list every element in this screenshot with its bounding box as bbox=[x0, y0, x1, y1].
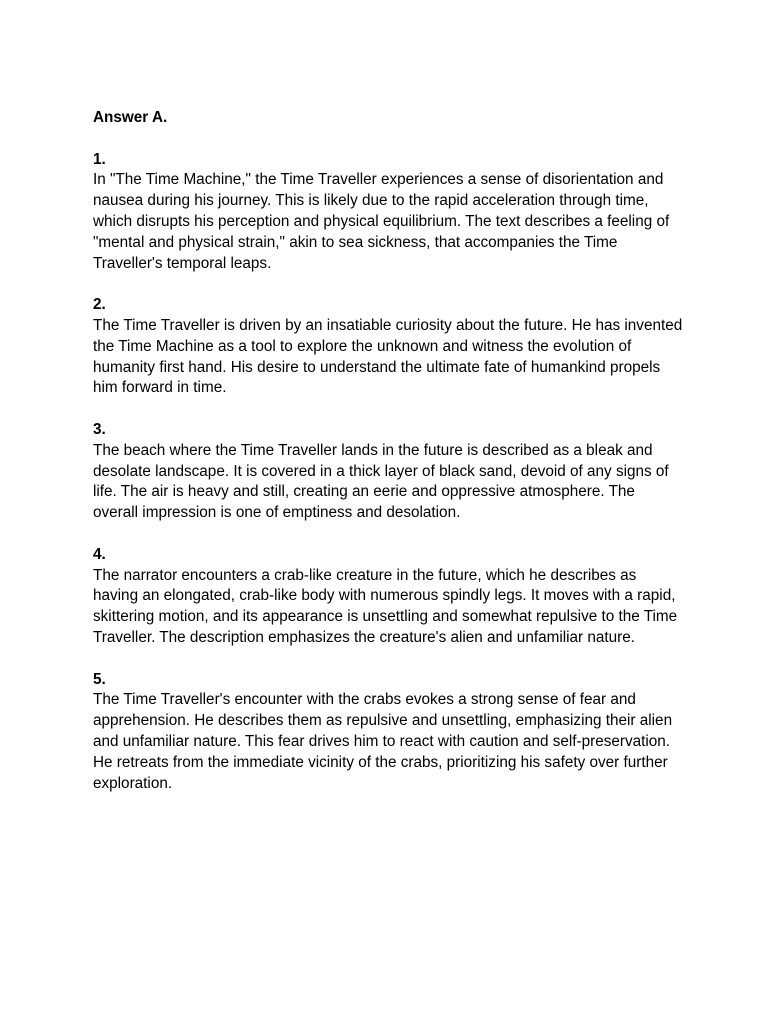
answer-section-4 bbox=[93, 545, 683, 649]
section-text: In "The Time Machine," the Time Traveller experiences a sense of disorientation and nausea during his journey. This is likely due to the rapid acceleration through time, which disrupts his perception and physical equilibrium. The text describes a feeling of "mental and physical strain," akin to sea sickness, that accompanies the Time Traveller's temporal leaps. bbox=[93, 171, 670, 272]
document-title: Answer A. bbox=[93, 109, 168, 126]
answer-section-2 bbox=[93, 295, 683, 399]
section-text: The beach where the Time Traveller lands in the future is described as a bleak and desolate landscape. It is covered in a thick layer of black sand, devoid of any signs of life. The air is heavy and still, creating an eerie and oppressive atmosphere. The overall impression is one of emptiness and desolation. bbox=[93, 441, 669, 522]
section-number: 1. bbox=[93, 150, 106, 168]
section-text: The narrator encounters a crab-like creature in the future, which he describes as having an elongated, crab-like body with numerous spindly legs. It moves with a rapid, skittering motion, and its appearance is unsettling and somewhat repulsive to the Time Traveller. The description emphasizes the creature's alien and unfamiliar nature. bbox=[93, 566, 678, 646]
section-text: The Time Traveller's encounter with the crabs evokes a strong sense of fear and apprehension. He describes them as repulsive and unsettling, emphasizing their alien and unfamiliar nature. This fear drives him to react with caution and self-preservation. He retreats from the immediate vicinity of the crabs, prioritizing his safety over further exploration. bbox=[93, 691, 673, 792]
answer-section-3 bbox=[93, 420, 683, 524]
document-page bbox=[93, 108, 683, 794]
section-number: 3. bbox=[93, 420, 106, 438]
answer-section-1 bbox=[93, 150, 683, 275]
section-number: 2. bbox=[93, 296, 106, 314]
section-text: The Time Traveller is driven by an insatiable curiosity about the future. He has invented the Time Machine as a tool to explore the unknown and witness the evolution of humanity first hand. His desire to understand the ultimate fate of humankind propels him forward in time. bbox=[93, 316, 683, 397]
answer-section-5 bbox=[93, 670, 683, 795]
section-number: 5. bbox=[93, 670, 106, 688]
section-number: 4. bbox=[93, 545, 106, 563]
